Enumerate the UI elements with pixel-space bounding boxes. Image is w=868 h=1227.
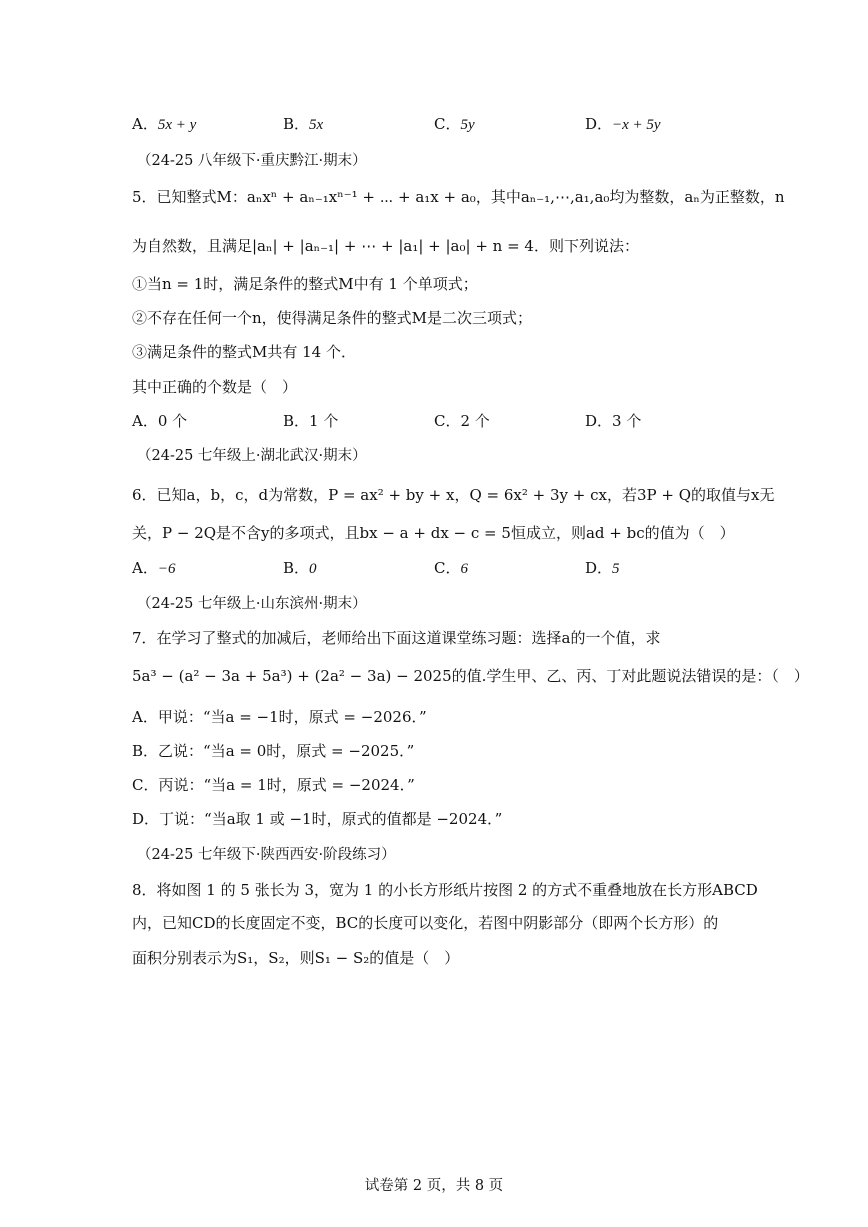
q5-stem-line2: 为自然数，且满足|aₙ| + |aₙ₋₁| + ⋯ + |a₁| + |a₀| + n = 4．则下列说法： bbox=[132, 237, 639, 255]
q7-option-d: D．丁说：“当a取 1 或 −1时，原式的值都是 −2024．” bbox=[132, 810, 503, 828]
q5-statement-3: ③满足条件的整式M共有 14 个． bbox=[132, 343, 356, 361]
q5-options bbox=[132, 410, 732, 432]
q5-stem-line1: 5．已知整式M：aₙxⁿ + aₙ₋₁xⁿ⁻¹ + ⋯ + a₁x + a₀，其中aₙ₋₁,⋯,a₁,a₀均为整数，aₙ为正整数，n bbox=[132, 188, 785, 206]
q5-statement-1: ①当n = 1时，满足条件的整式M中有 1 个单项式； bbox=[132, 275, 478, 293]
q7-option-a: A．甲说：“当a = −1时，原式 = −2026．” bbox=[132, 708, 427, 726]
q4-option-d: D．−x + 5y bbox=[585, 115, 661, 133]
q5-option-b: B．1 个 bbox=[283, 412, 339, 430]
q6-option-c: C．6 bbox=[434, 559, 468, 577]
q6-option-d: D．5 bbox=[585, 559, 620, 577]
q6-option-a: A．−6 bbox=[132, 559, 176, 577]
q8-stem-line2: 内，已知CD的长度固定不变，BC的长度可以变化，若图中阴影部分（即两个长方形）的 bbox=[132, 914, 719, 932]
q4-option-a: A．5x + y bbox=[132, 115, 197, 133]
q6-source: （24-25 七年级上·湖北武汉·期末） bbox=[137, 448, 367, 464]
q8-stem-line3: 面积分别表示为S₁，S₂，则S₁ − S₂的值是（ ） bbox=[132, 949, 460, 967]
q6-stem-line2: 关，P − 2Q是不含y的多项式，且bx − a + dx − c = 5恒成立，则ad + bc的值为（ ） bbox=[132, 524, 735, 542]
q6-options bbox=[132, 557, 732, 579]
q5-option-d: D．3 个 bbox=[585, 412, 642, 430]
q7-option-b: B．乙说：“当a = 0时，原式 = −2025．” bbox=[132, 742, 415, 760]
q6-option-b: B．0 bbox=[283, 559, 317, 577]
page-footer: 试卷第 2 页，共 8 页 bbox=[364, 1178, 504, 1194]
q5-option-c: C．2 个 bbox=[434, 412, 490, 430]
q7-stem-line1: 7．在学习了整式的加减后，老师给出下面这道课堂练习题：选择a的一个值，求 bbox=[132, 629, 661, 647]
q5-statement-2: ②不存在任何一个n，使得满足条件的整式M是二次三项式； bbox=[132, 309, 533, 327]
q6-stem-line1: 6．已知a，b，c，d为常数，P = ax² + by + x，Q = 6x² + 3y + cx，若3P + Q的取值与x无 bbox=[132, 486, 775, 504]
q7-stem-line2: 5a³ − (a² − 3a + 5a³) + (2a² − 3a) − 2025的值.学生甲、乙、丙、丁对此题说法错误的是：（ ） bbox=[132, 667, 809, 685]
q8-source: （24-25 七年级下·陕西西安·阶段练习） bbox=[137, 847, 396, 863]
q7-source: （24-25 七年级上·山东滨州·期末） bbox=[137, 596, 367, 612]
q4-options bbox=[132, 113, 732, 135]
q5-option-a: A．0 个 bbox=[132, 412, 188, 430]
q7-option-c: C．丙说：“当a = 1时，原式 = −2024．” bbox=[132, 776, 415, 794]
q4-option-c: C．5y bbox=[434, 115, 475, 133]
q4-option-b: B．5x bbox=[283, 115, 324, 133]
q5-ask: 其中正确的个数是（ ） bbox=[132, 378, 298, 396]
q8-stem-line1: 8．将如图 1 的 5 张长为 3，宽为 1 的小长方形纸片按图 2 的方式不重叠地放在长方形ABCD bbox=[132, 881, 758, 899]
q5-source: （24-25 八年级下·重庆黔江·期末） bbox=[137, 153, 367, 169]
